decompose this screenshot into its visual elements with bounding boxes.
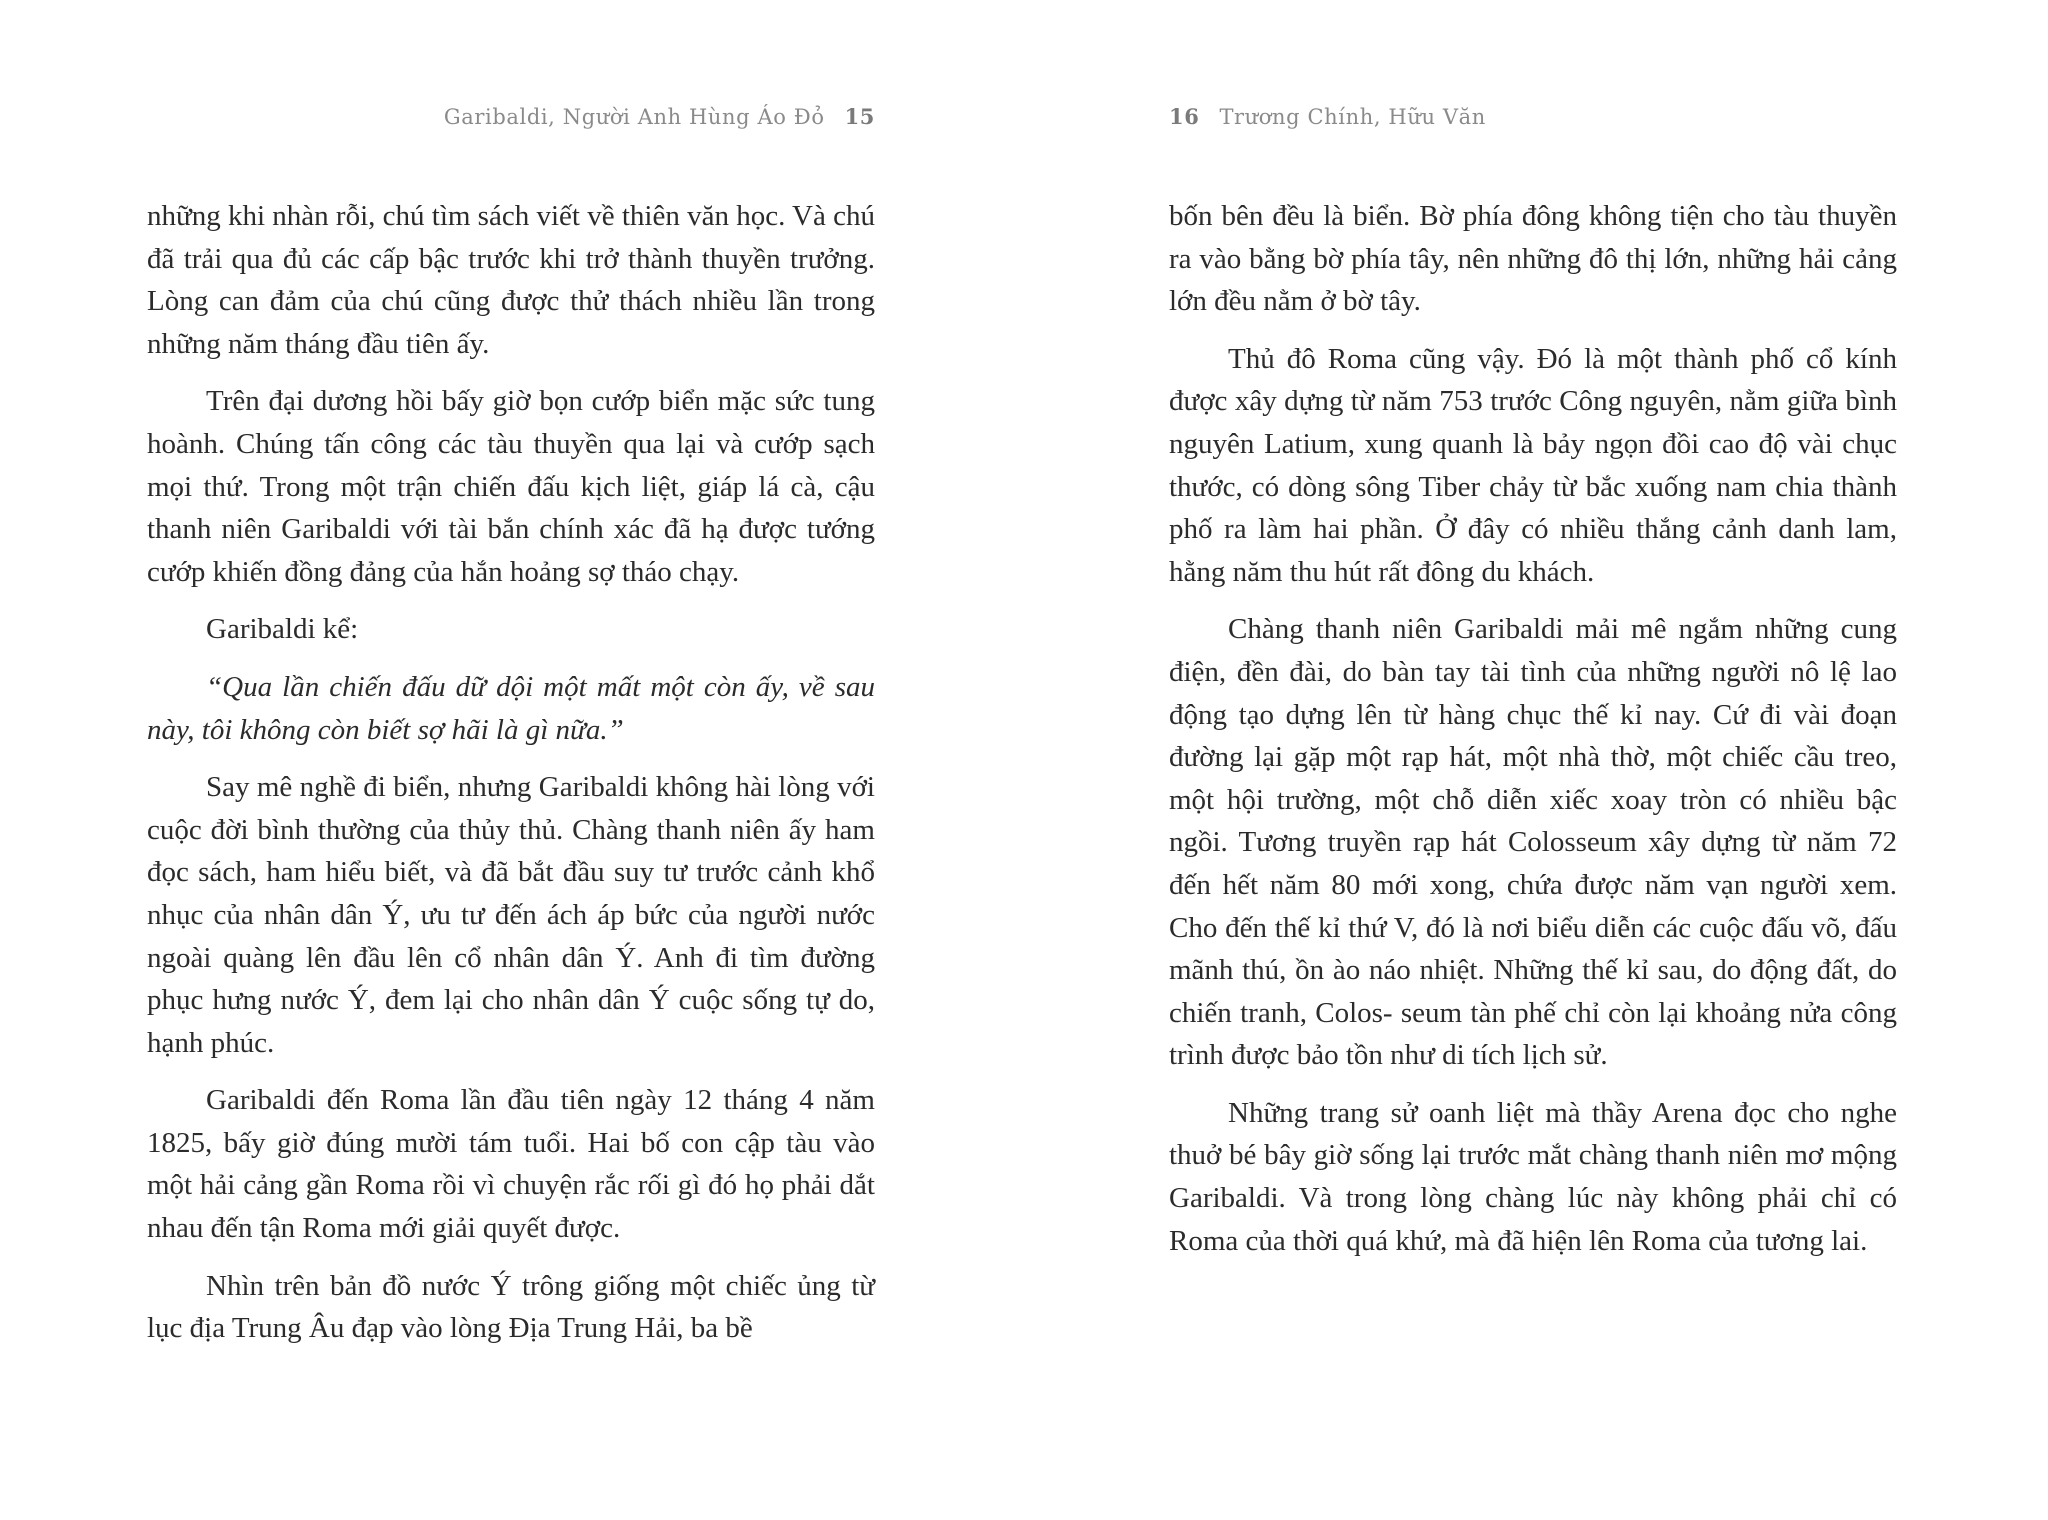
left-page xyxy=(147,0,875,1520)
left-page-number: 15 xyxy=(844,104,875,129)
paragraph: Garibaldi đến Roma lần đầu tiên ngày 12 tháng 4 năm 1825, bấy giờ đúng mười tám tuổi. Hai bố con cập tàu vào một hải cảng gần Roma rồi vì chuyện rắc rối gì đó họ phải dắt nhau đến tận Roma mới giải quyết được. xyxy=(147,1084,875,1245)
left-header-title: Garibaldi, Người Anh Hùng Áo Đỏ xyxy=(443,105,825,129)
quote-paragraph: “Qua lần chiến đấu dữ dội một mất một còn ấy, về sau này, tôi không còn biết sợ hãi là gì nữa.” xyxy=(147,670,875,746)
paragraph: Say mê nghề đi biển, nhưng Garibaldi không hài lòng với cuộc đời bình thường của thủy thủ. Chàng thanh niên ấy ham đọc sách, ham hiểu biết, và đã bắt đầu suy tư trước cảnh khổ nhục của nhân dân Ý, ưu tư đến ách áp bức của người nước ngoài quàng lên đầu lên cổ nhân dân Ý. Anh đi tìm đường phục hưng nước Ý, đem lại cho nhân dân Ý cuộc sống tự do, hạnh phúc. xyxy=(147,771,875,1059)
paragraph: Garibaldi kể: xyxy=(206,613,359,646)
paragraph: bốn bên đều là biển. Bờ phía đông không tiện cho tàu thuyền ra vào bằng bờ phía tây, nên những đô thị lớn, những hải cảng lớn đều nằm ở bờ tây. xyxy=(1169,200,1897,318)
paragraph: Những trang sử oanh liệt mà thầy Arena đọc cho nghe thuở bé bây giờ sống lại trước mắt chàng thanh niên mơ mộng Garibaldi. Và trong lòng chàng lúc này không phải chỉ có Roma của thời quá khứ, mà đã hiện lên Roma của tương lai. xyxy=(1169,1096,1897,1257)
paragraph: Trên đại dương hồi bấy giờ bọn cướp biển mặc sức tung hoành. Chúng tấn công các tàu thuyền qua lại và cướp sạch mọi thứ. Trong một trận chiến đấu kịch liệt, giáp lá cà, cậu thanh niên Garibaldi với tài bắn chính xác đã hạ được tướng cướp khiến đồng đảng của hắn hoảng sợ tháo chạy. xyxy=(147,385,875,588)
left-running-head xyxy=(444,104,875,129)
right-page-number: 16 xyxy=(1169,104,1200,129)
paragraph: Chàng thanh niên Garibaldi mải mê ngắm những cung điện, đền đài, do bàn tay tài tình của những người nô lệ lao động tạo dựng lên từ hàng chục thế kỉ nay. Cứ đi vài đoạn đường lại gặp một rạp hát, một nhà thờ, một chiếc cầu treo, một hội trường, một chỗ diễn xiếc xoay tròn có nhiều bậc ngồi. Tương truyền rạp hát Colosseum xây dựng từ năm 72 đến hết năm 80 mới xong, chứa được năm vạn người xem. Cho đến thế kỉ thứ V, đó là nơi biểu diễn các cuộc đấu võ, đấu mãnh thú, ồn ào náo nhiệt. Những thế kỉ sau, do động đất, do chiến tranh, Colos- seum tàn phế chỉ còn lại khoảng nửa công trình được bảo tồn như di tích lịch sử. xyxy=(1169,613,1897,1072)
right-body-text xyxy=(1169,195,1897,1277)
paragraph: Nhìn trên bản đồ nước Ý trông giống một chiếc ủng từ lục địa Trung Âu đạp vào lòng Địa Trung Hải, ba bề xyxy=(147,1269,875,1345)
right-header-title: Trương Chính, Hữu Văn xyxy=(1219,105,1486,129)
paragraph: Thủ đô Roma cũng vậy. Đó là một thành phố cổ kính được xây dựng từ năm 753 trước Công nguyên, nằm giữa bình nguyên Latium, xung quanh là bảy ngọn đồi cao độ vài chục thước, có dòng sông Tiber chảy từ bắc xuống nam chia thành phố ra làm hai phần. Ở đây có nhiều thắng cảnh danh lam, hằng năm thu hút rất đông du khách. xyxy=(1169,342,1897,588)
paragraph: những khi nhàn rỗi, chú tìm sách viết về thiên văn học. Và chú đã trải qua đủ các cấp bậc trước khi trở thành thuyền trưởng. Lòng can đảm của chú cũng được thử thách nhiều lần trong những năm tháng đầu tiên ấy. xyxy=(147,200,875,360)
left-body-text xyxy=(147,195,875,1365)
right-page xyxy=(1169,0,1897,1520)
right-running-head xyxy=(1169,104,1486,129)
